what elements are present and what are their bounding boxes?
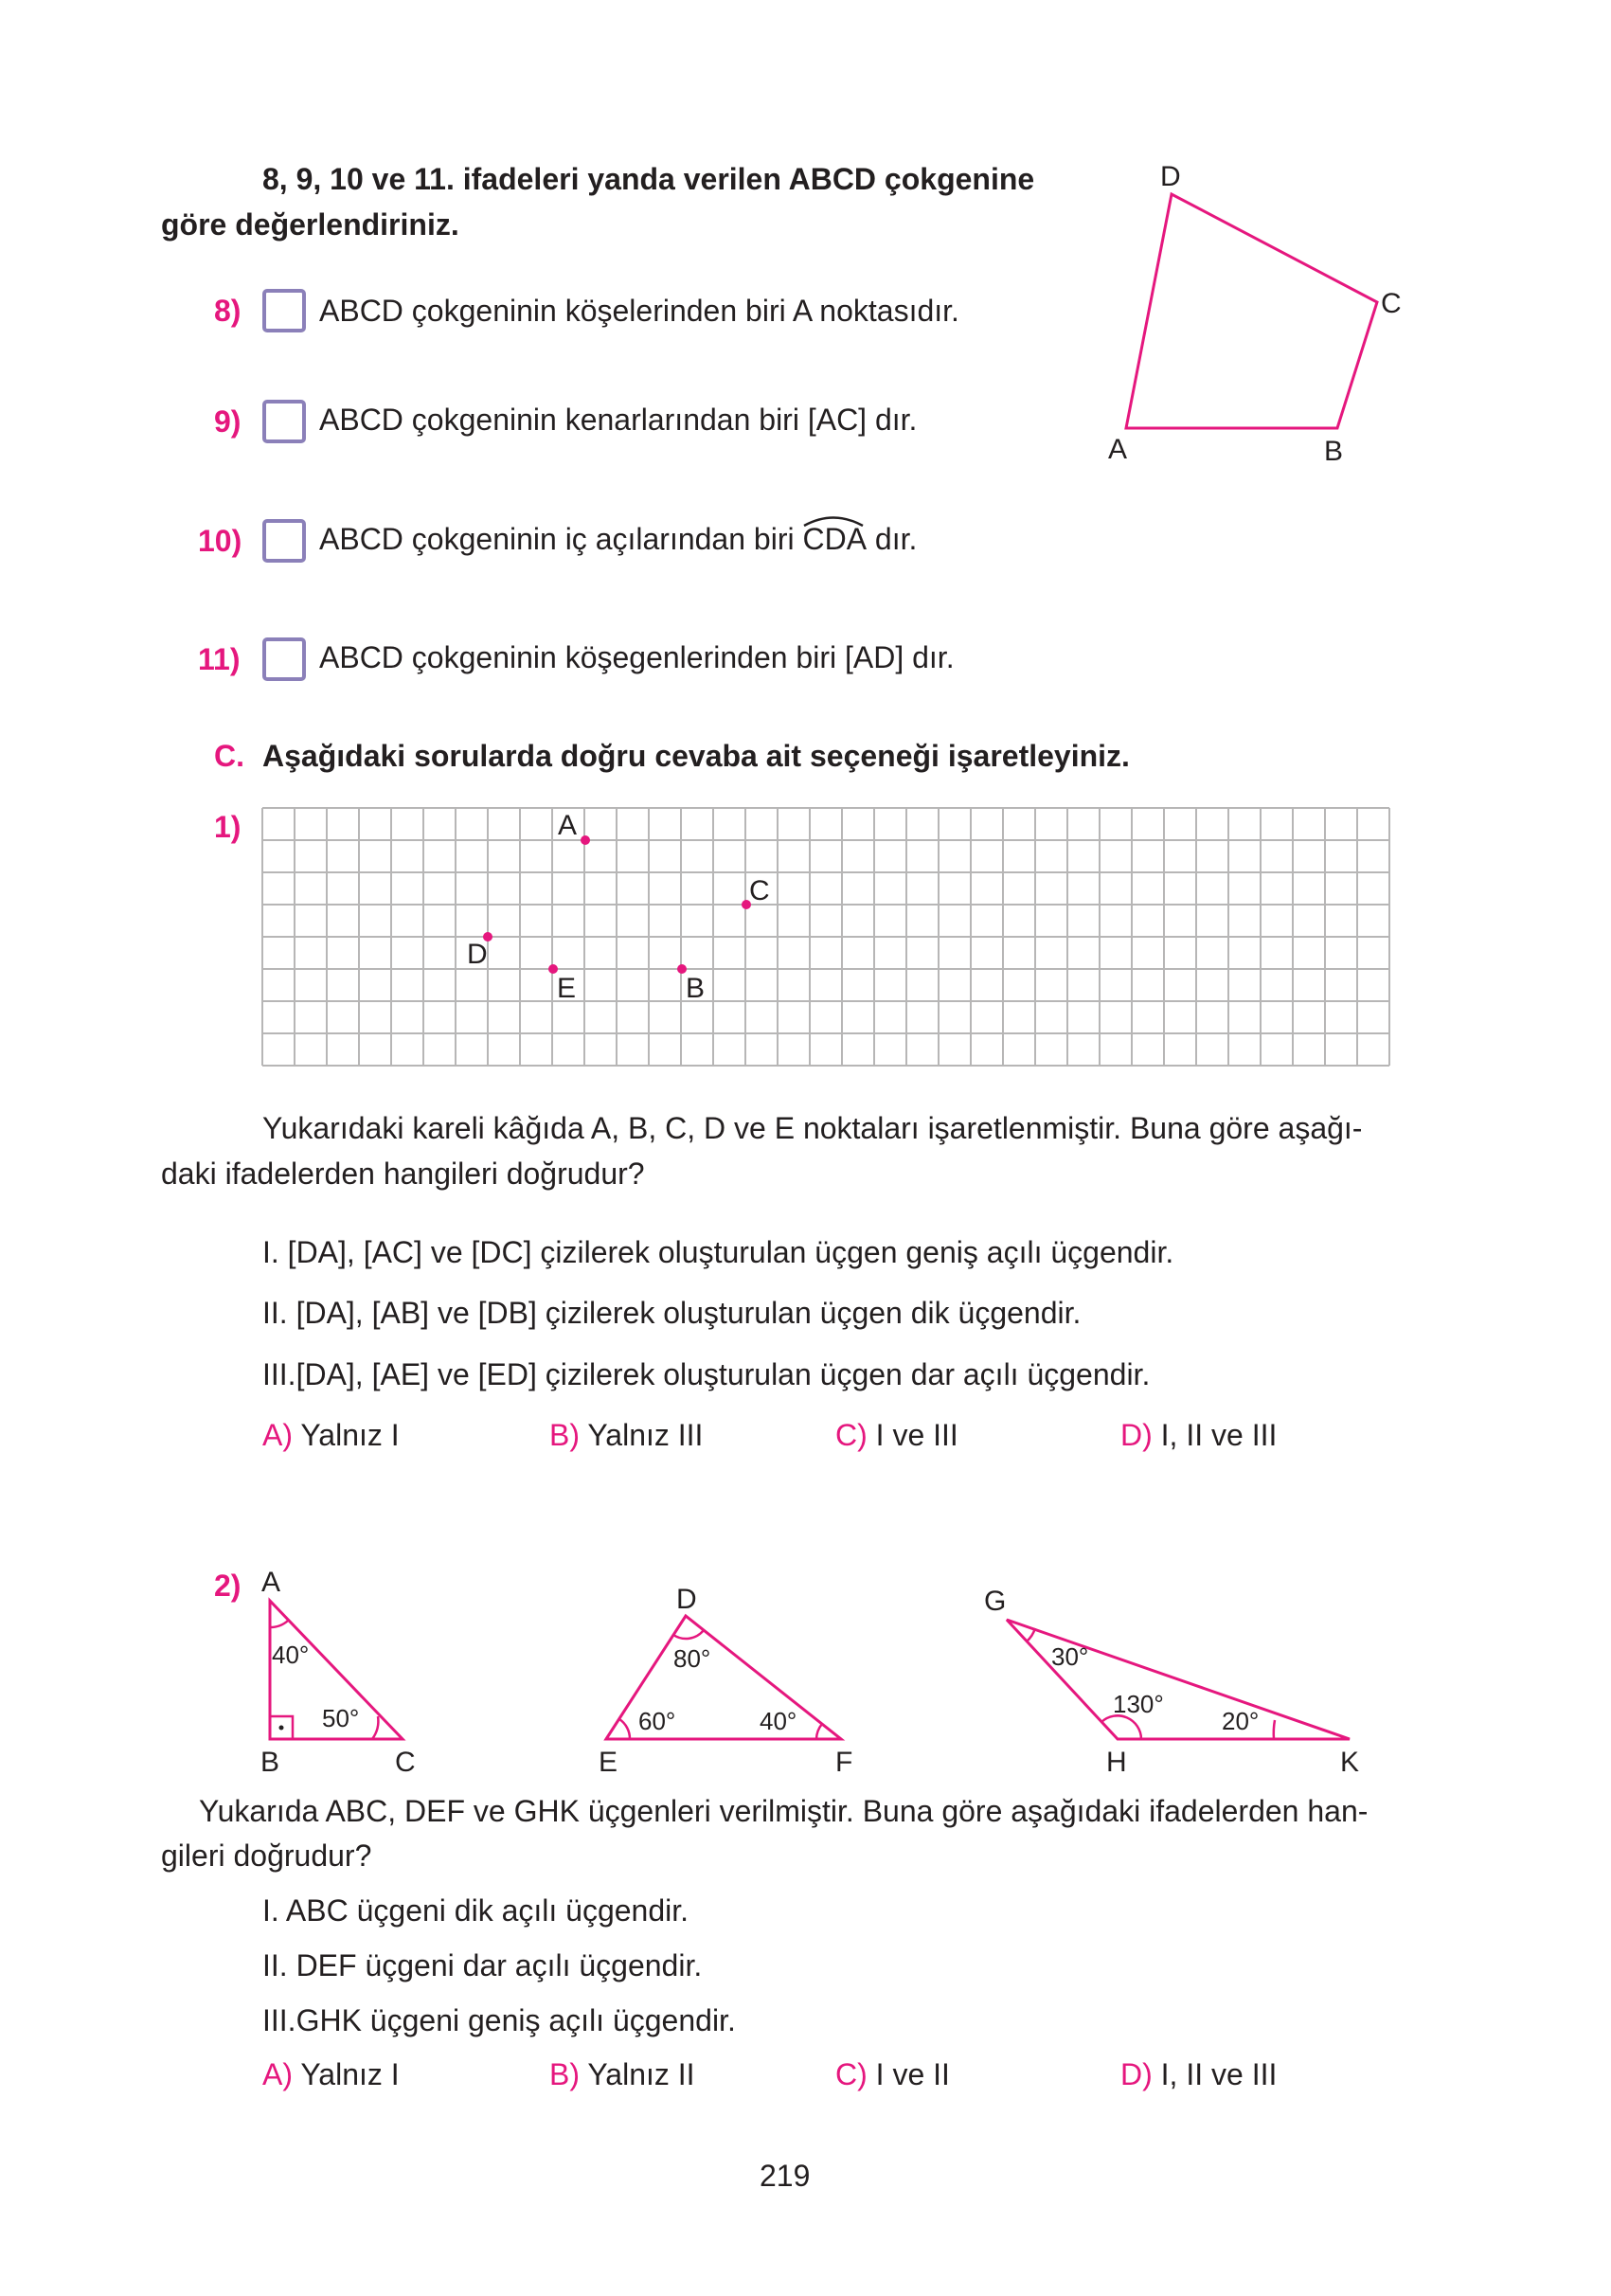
question-2-item-2: II. DEF üçgeni dar açılı üçgendir. — [262, 1948, 703, 1982]
triangle-ghk-label-k: K — [1340, 1747, 1360, 1778]
question-2-option-b[interactable] — [549, 2057, 695, 2092]
grid-label-d: D — [467, 939, 488, 970]
option-text: Yalnız III — [587, 1418, 704, 1452]
statement-text-before: ABCD çokgeninin iç açılarından biri — [319, 522, 803, 556]
question-1-item-3: III.[DA], [AE] ve [ED] çizilerek oluşturulan üçgen dar açılı üçgendir. — [262, 1357, 1151, 1391]
triangle-def-label-e: E — [599, 1747, 618, 1778]
triangle-ghk-angle-g: 30° — [1051, 1642, 1089, 1671]
triangle-abc-angle-c: 50° — [322, 1704, 360, 1732]
intro-line-1: 8, 9, 10 ve 11. ifadeleri yanda verilen ABCD çokgenine — [262, 162, 1035, 196]
option-letter: B) — [549, 1418, 580, 1452]
section-title: Aşağıdaki sorularda doğru cevaba ait seçeneği işaretleyiniz. — [262, 739, 1130, 773]
option-text: I ve III — [875, 1418, 958, 1452]
option-letter: B) — [549, 2057, 580, 2091]
option-text: I ve II — [875, 2057, 950, 2091]
statement-text-after: dır. — [867, 522, 918, 556]
triangle-def-label-d: D — [676, 1584, 697, 1615]
question-2-option-d[interactable] — [1120, 2057, 1277, 2092]
grid-label-b: B — [686, 973, 706, 1004]
polygon-label-d: D — [1160, 161, 1181, 192]
statement-number: 8) — [214, 294, 242, 328]
page-number: 219 — [760, 2159, 811, 2193]
statement-text: ABCD çokgeninin köşegenlerinden biri [AD] dır. — [319, 640, 955, 674]
question-2-option-a[interactable] — [262, 2057, 400, 2092]
polygon-label-c: C — [1381, 288, 1402, 319]
triangle-abc-label-c: C — [395, 1747, 416, 1778]
question-1-item-2: II. [DA], [AB] ve [DB] çizilerek oluşturulan üçgen dik üçgendir. — [262, 1296, 1082, 1330]
grid-label-e: E — [557, 973, 577, 1004]
statement-number: 9) — [214, 404, 242, 439]
option-letter: A) — [262, 1418, 293, 1452]
triangle-abc-label-a: A — [261, 1567, 281, 1598]
grid-label-c: C — [749, 875, 770, 906]
triangle-ghk-angle-k: 20° — [1222, 1707, 1260, 1735]
option-text: Yalnız I — [300, 1418, 400, 1452]
triangle-ghk-label-g: G — [984, 1586, 1007, 1617]
statement-text: ABCD çokgeninin kenarlarından biri [AC] dır. — [319, 403, 918, 437]
triangle-ghk-angle-h: 130° — [1113, 1690, 1164, 1718]
question-2-prompt-line-2: gileri doğrudur? — [161, 1839, 372, 1873]
option-letter: D) — [1120, 2057, 1153, 2091]
angle-label: CDA — [802, 522, 868, 556]
triangle-def-label-f: F — [835, 1747, 853, 1778]
statement-text: ABCD çokgeninin köşelerinden biri A noktasıdır. — [319, 294, 959, 328]
question-2-number: 2) — [214, 1569, 242, 1603]
option-letter: C) — [835, 1418, 868, 1452]
question-2-prompt-line-1: Yukarıda ABC, DEF ve GHK üçgenleri verilmiştir. Buna göre aşağıdaki ifadelerden han- — [199, 1794, 1369, 1828]
polygon-label-a: A — [1108, 434, 1128, 465]
section-letter: C. — [214, 739, 244, 773]
triangle-abc-angle-a: 40° — [272, 1641, 310, 1669]
triangle-def — [599, 1584, 852, 1778]
question-1-item-1: I. [DA], [AC] ve [DC] çizilerek oluşturulan üçgen geniş açılı üçgendir. — [262, 1235, 1174, 1269]
triangle-def-angle-f: 40° — [760, 1707, 797, 1735]
statement-number: 11) — [198, 642, 241, 676]
option-letter: C) — [835, 2057, 868, 2091]
triangle-ghk — [984, 1586, 1359, 1778]
question-2-item-3: III.GHK üçgeni geniş açılı üçgendir. — [262, 2003, 736, 2037]
triangle-def-angle-d: 80° — [673, 1644, 711, 1673]
intro-line-2: göre değerlendiriniz. — [161, 207, 459, 242]
option-text: I, II ve III — [1160, 1418, 1278, 1452]
statement-number: 10) — [198, 524, 242, 558]
polygon-label-b: B — [1324, 436, 1344, 467]
question-2-option-c[interactable] — [835, 2057, 950, 2092]
question-1-prompt-line-2: daki ifadelerden hangileri doğrudur? — [161, 1157, 645, 1191]
option-text: I, II ve III — [1160, 2057, 1278, 2091]
question-1-number: 1) — [214, 810, 242, 844]
triangle-abc — [260, 1567, 416, 1778]
question-1-prompt-line-1: Yukarıdaki kareli kâğıda A, B, C, D ve E noktaları işaretlenmiştir. Buna göre aşağı- — [262, 1111, 1363, 1145]
grid-label-a: A — [558, 810, 578, 841]
triangle-abc-label-b: B — [260, 1747, 280, 1778]
option-text: Yalnız II — [587, 2057, 695, 2091]
triangle-ghk-label-h: H — [1106, 1747, 1127, 1778]
option-letter: D) — [1120, 1418, 1153, 1452]
option-letter: A) — [262, 2057, 293, 2091]
option-text: Yalnız I — [300, 2057, 400, 2091]
triangle-def-angle-e: 60° — [638, 1707, 676, 1735]
question-2-item-1: I. ABC üçgeni dik açılı üçgendir. — [262, 1893, 689, 1928]
